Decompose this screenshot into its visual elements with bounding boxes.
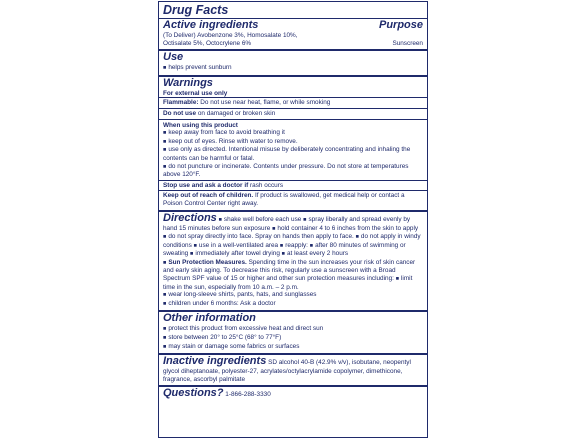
external-use: For external use only xyxy=(163,89,228,97)
stop-use-text: rash occurs xyxy=(250,181,284,189)
questions-phone: 1-866-288-3330 xyxy=(225,391,271,399)
do-not-use-text: on damaged or broken skin xyxy=(197,109,276,117)
other-item-2: ■ store between 20° to 25°C (68° to 77°F) xyxy=(163,334,423,343)
when-item-2: ■ keep out of eyes. Rinse with water to remove. xyxy=(163,138,423,147)
other-info-heading: Other information xyxy=(163,312,256,325)
dir-item-10: ■ at least every 2 hours xyxy=(282,250,348,257)
dir-item-7: ■ reapply: xyxy=(280,242,308,249)
warnings-heading: Warnings xyxy=(163,76,213,89)
dir-item-6: ■ use in a well-ventilated area xyxy=(194,242,279,249)
when-item-3: ■ use only as directed. Intentional misuse by deliberately concentrating and inhaling the contents can be harmful or fatal. xyxy=(163,146,423,162)
active-heading: Active ingredients xyxy=(163,19,259,31)
purpose-text: Sunscreen xyxy=(392,39,423,47)
use-heading: Use xyxy=(163,51,184,64)
flammable-label: Flammable: xyxy=(163,99,199,107)
inactive-text: SD alcohol 40-B (42.9% v/v), isobutane, neopentyl glycol diheptanoate, polyester-27, acrylates/octylacrylamide copolymer, dimethicone, fragrance, ascorbyl palmitate xyxy=(163,359,411,383)
do-not-use-label: Do not use xyxy=(163,109,197,117)
dir-item-9: ■ immediately after towel drying xyxy=(190,250,280,257)
spm-item-1: ■ limit time in the sun, especially from 10 a.m. – 2 p.m. xyxy=(163,275,412,291)
questions-heading: Questions? xyxy=(163,387,224,400)
inactive-heading: Inactive ingredients xyxy=(163,355,267,368)
when-item-4: ■ do not puncture or incinerate. Contents under pressure. Do not store at temperatures above 120°F. xyxy=(163,163,423,179)
when-item-1: ■ keep away from face to avoid breathing it xyxy=(163,129,423,138)
flammable-text: Do not use near heat, flame, or while smoking xyxy=(200,99,331,107)
dir-item-8: ■ after 80 minutes of swimming or sweating xyxy=(163,242,406,258)
use-item: ■ helps prevent sunburn xyxy=(163,64,423,73)
other-item-1: ■ protect this product from excessive heat and direct sun xyxy=(163,325,423,334)
stop-use-label: Stop use and ask a doctor if xyxy=(163,181,249,189)
keep-out-label: Keep out of reach of children. xyxy=(163,192,254,200)
drug-facts-panel xyxy=(158,1,428,438)
directions-heading: Directions xyxy=(163,211,217,224)
dir-item-2: ■ spray liberally and spread evenly by hand 15 minutes before sun exposure xyxy=(163,216,410,232)
panel-title: Drug Facts xyxy=(163,3,229,17)
when-using-label: When using this product xyxy=(163,121,238,129)
dir-item-1: ■ shake well before each use xyxy=(219,216,302,223)
spm-text: Spending time in the sun increases your risk of skin cancer and early skin aging. To decrease this risk, regularly use a sunscreen with a Broad Spectrum SPF value of 15 or higher and other sun protection measures including: xyxy=(163,258,416,283)
dir-item-5: ■ do not apply in windy conditions xyxy=(163,233,421,249)
other-item-3: ■ may stain or damage some fabrics or surfaces xyxy=(163,343,423,352)
active-line-2: Octisalate 5%, Octocrylene 6% xyxy=(163,39,252,47)
spm-item-3: ■ children under 6 months: Ask a doctor xyxy=(163,300,423,309)
active-line-1: (To Deliver) Avobenzone 3%, Homosalate 10%, xyxy=(163,32,298,39)
keep-out-text: If product is swallowed, get medical help or contact a Poison Control Center right away. xyxy=(163,192,405,207)
dir-item-3: ■ hold container 4 to 6 inches from the skin to apply xyxy=(272,225,418,232)
purpose-heading: Purpose xyxy=(378,19,423,31)
dir-item-4: ■ do not spray directly into face. Spray on hands then apply to face. xyxy=(163,233,354,240)
spm-label: ■ Sun Protection Measures. xyxy=(163,259,247,266)
spm-item-2: ■ wear long-sleeve shirts, pants, hats, and sunglasses xyxy=(163,291,423,300)
